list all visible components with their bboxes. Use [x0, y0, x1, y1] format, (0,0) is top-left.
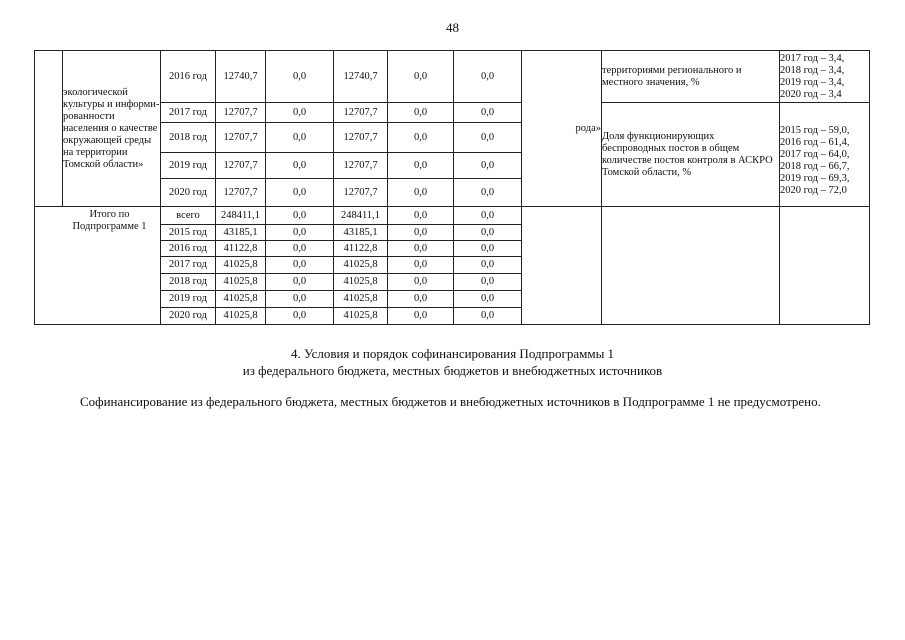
total-cell: 41025,8: [216, 291, 266, 308]
itogo-section: [35, 207, 870, 325]
regional-cell: 12707,7: [334, 153, 388, 179]
extra-cell: 0,0: [454, 51, 522, 103]
total-cell: 41025,8: [216, 257, 266, 274]
target-cell-empty: [522, 207, 602, 325]
table-row: [35, 51, 870, 103]
regional-cell: 12740,7: [334, 51, 388, 103]
local-cell: 0,0: [388, 153, 454, 179]
extra-cell: 0,0: [454, 153, 522, 179]
federal-cell: 0,0: [266, 291, 334, 308]
indicator-values-empty: [780, 207, 870, 325]
local-cell: 0,0: [388, 257, 454, 274]
year-cell: 2019 год: [161, 153, 216, 179]
indicator-value: 2018 год – 66,7,: [780, 160, 850, 172]
year-cell: 2016 год: [161, 241, 216, 257]
indicator-value: 2015 год – 59,0,: [780, 124, 850, 136]
federal-cell: 0,0: [266, 225, 334, 241]
federal-cell: 0,0: [266, 103, 334, 123]
regional-cell: 248411,1: [334, 207, 388, 225]
extra-cell: 0,0: [454, 274, 522, 291]
year-cell: 2015 год: [161, 225, 216, 241]
extra-cell: 0,0: [454, 241, 522, 257]
local-cell: 0,0: [388, 103, 454, 123]
year-cell: 2017 год: [161, 257, 216, 274]
indicator-value: 2016 год – 61,4,: [780, 136, 850, 148]
indicator-name: территориями регионального и местного значения, %: [602, 51, 780, 103]
federal-cell: 0,0: [266, 308, 334, 325]
local-cell: 0,0: [388, 291, 454, 308]
year-cell: 2020 год: [161, 179, 216, 207]
indicator-value: 2017 год – 3,4,: [780, 52, 845, 64]
year-cell: 2019 год: [161, 291, 216, 308]
year-cell: 2016 год: [161, 51, 216, 103]
local-cell: 0,0: [388, 308, 454, 325]
regional-cell: 41025,8: [334, 308, 388, 325]
regional-cell: 41122,8: [334, 241, 388, 257]
itogo-label: Итого по Подпрограмме 1: [35, 207, 161, 325]
federal-cell: 0,0: [266, 257, 334, 274]
index-cell: [35, 51, 63, 207]
indicator-name-empty: [602, 207, 780, 325]
regional-cell: 12707,7: [334, 123, 388, 153]
total-cell: 12707,7: [216, 179, 266, 207]
total-cell: 12707,7: [216, 153, 266, 179]
indicator-value: 2020 год – 3,4: [780, 88, 842, 100]
section-title: [0, 345, 905, 379]
extra-cell: 0,0: [454, 179, 522, 207]
total-cell: 41025,8: [216, 308, 266, 325]
indicator-values: [780, 51, 870, 103]
table-row: [35, 103, 870, 123]
year-cell: 2018 год: [161, 274, 216, 291]
indicator-value: 2020 год – 72,0: [780, 184, 847, 196]
total-cell: 41122,8: [216, 241, 266, 257]
task-section: [35, 51, 870, 207]
extra-cell: 0,0: [454, 291, 522, 308]
indicator-value: 2018 год – 3,4,: [780, 64, 845, 76]
total-cell: 248411,1: [216, 207, 266, 225]
year-cell: 2020 год: [161, 308, 216, 325]
extra-cell: 0,0: [454, 123, 522, 153]
regional-cell: 12707,7: [334, 103, 388, 123]
regional-cell: 41025,8: [334, 274, 388, 291]
regional-cell: 43185,1: [334, 225, 388, 241]
local-cell: 0,0: [388, 123, 454, 153]
body-paragraph: Софинансирование из федерального бюджета, местных бюджетов и внебюджетных источников в Подпрограмме 1 не предусмотрено.: [80, 394, 821, 409]
local-cell: 0,0: [388, 207, 454, 225]
local-cell: 0,0: [388, 225, 454, 241]
target-cell: рода»: [522, 51, 602, 207]
extra-cell: 0,0: [454, 103, 522, 123]
indicator-value: 2019 год – 3,4,: [780, 76, 845, 88]
total-cell: 12707,7: [216, 103, 266, 123]
local-cell: 0,0: [388, 179, 454, 207]
federal-cell: 0,0: [266, 207, 334, 225]
table-row: [35, 207, 870, 225]
indicator-value: 2019 год – 69,3,: [780, 172, 850, 184]
federal-cell: 0,0: [266, 274, 334, 291]
extra-cell: 0,0: [454, 308, 522, 325]
local-cell: 0,0: [388, 274, 454, 291]
section-title-line: 4. Условия и порядок софинансирования Подпрограммы 1: [290, 346, 615, 361]
extra-cell: 0,0: [454, 207, 522, 225]
task-name: экологической культуры и информи- рованности населения о качестве окружающей среды на территории Томской области»: [63, 51, 161, 207]
total-cell: 12740,7: [216, 51, 266, 103]
indicator-name: Доля функционирующих беспроводных постов в общем количестве постов контроля в АСКРО Томской области, %: [602, 103, 780, 207]
indicator-values: [780, 103, 870, 207]
federal-cell: 0,0: [266, 153, 334, 179]
indicator-value: 2017 год – 64,0,: [780, 148, 850, 160]
year-cell: 2017 год: [161, 103, 216, 123]
federal-cell: 0,0: [266, 51, 334, 103]
federal-cell: 0,0: [266, 241, 334, 257]
year-cell: всего: [161, 207, 216, 225]
year-cell: 2018 год: [161, 123, 216, 153]
total-cell: 12707,7: [216, 123, 266, 153]
total-cell: 41025,8: [216, 274, 266, 291]
regional-cell: 41025,8: [334, 291, 388, 308]
local-cell: 0,0: [388, 51, 454, 103]
financing-table: [34, 50, 870, 325]
page-number: 48: [446, 20, 459, 35]
extra-cell: 0,0: [454, 257, 522, 274]
regional-cell: 41025,8: [334, 257, 388, 274]
section-title-line: из федерального бюджета, местных бюджетов и внебюджетных источников: [242, 363, 663, 378]
federal-cell: 0,0: [266, 123, 334, 153]
extra-cell: 0,0: [454, 225, 522, 241]
regional-cell: 12707,7: [334, 179, 388, 207]
local-cell: 0,0: [388, 241, 454, 257]
total-cell: 43185,1: [216, 225, 266, 241]
federal-cell: 0,0: [266, 179, 334, 207]
